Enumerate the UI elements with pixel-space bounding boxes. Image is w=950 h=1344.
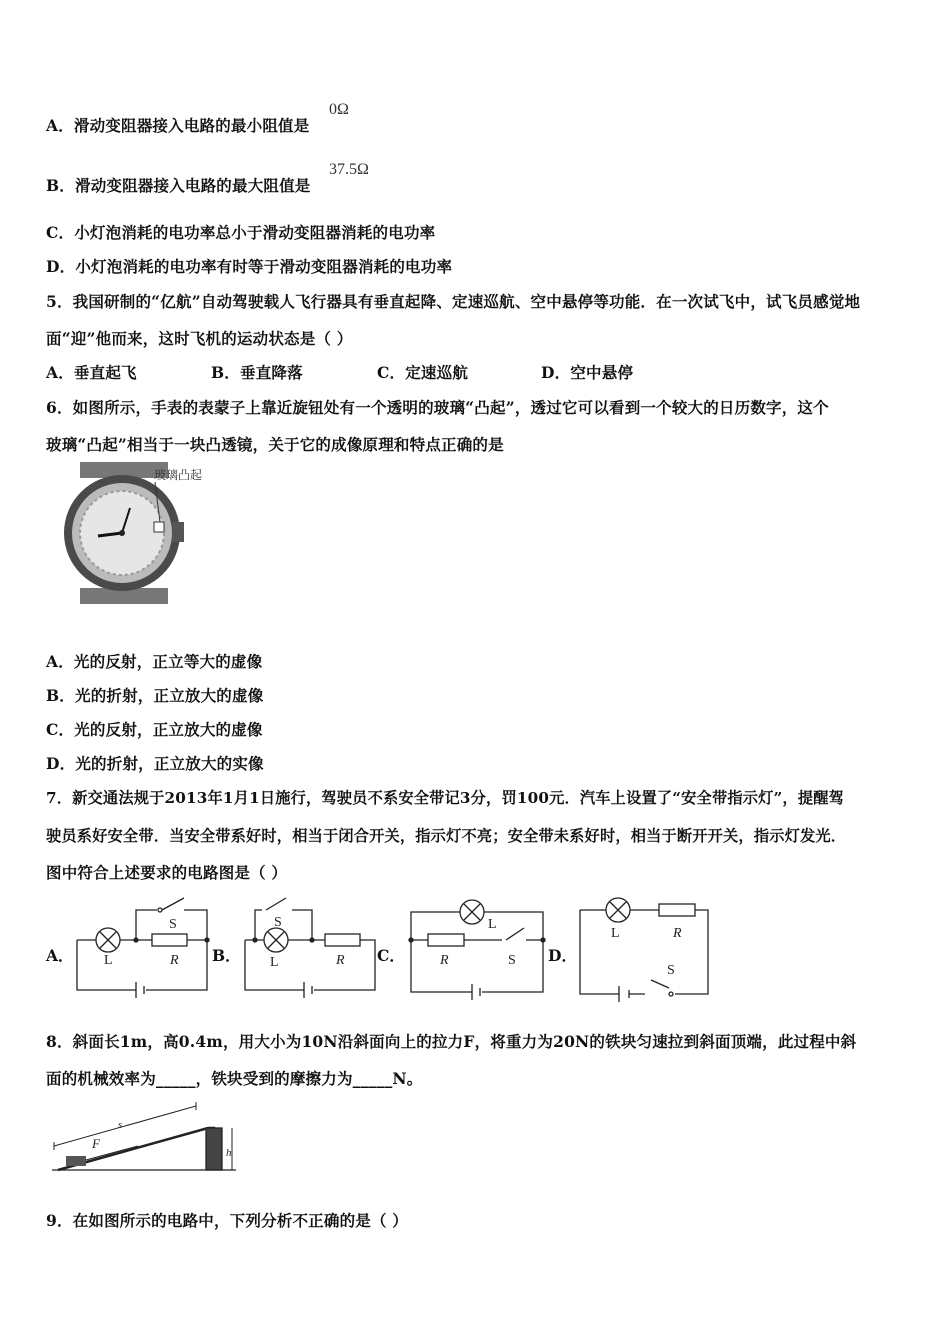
circuit-c-lamp-label: L xyxy=(488,917,497,932)
circuit-a-diagram xyxy=(72,892,212,1004)
q7-option-d-label: D． xyxy=(548,946,577,965)
incline-figure xyxy=(46,1098,238,1178)
q7-stem-line3: 图中符合上述要求的电路图是（ ） xyxy=(46,863,288,882)
circuit-a-switch-label: S xyxy=(169,917,177,932)
q4-option-a: A．滑动变阻器接入电路的最小阻值是 xyxy=(46,116,310,135)
circuit-c-switch-label: S xyxy=(508,953,516,968)
q7-option-b-label: B． xyxy=(212,946,241,965)
q5-stem-line1: 5．我国研制的“亿航”自动驾驶载人飞行器具有垂直起降、定速巡航、空中悬停等功能．在一次试飞中，试飞员感觉地 xyxy=(46,292,861,311)
circuit-c-resistor-label: R xyxy=(440,953,449,968)
q5-option-b: B．垂直降落 xyxy=(211,363,303,382)
q8-stem-line1: 8．斜面长1m，高0.4m，用大小为10N沿斜面向上的拉力F，将重力为20N的铁块匀速拉到斜面顶端，此过程中斜 xyxy=(46,1032,857,1051)
q7-stem-line2: 驶员系好安全带．当安全带系好时，相当于闭合开关，指示灯不亮；安全带未系好时，相当于断开开关，指示灯发光． xyxy=(46,827,847,845)
q6-option-b: B．光的折射，正立放大的虚像 xyxy=(46,686,264,705)
q5-stem-line2: 面“迎”他而来，这时飞机的运动状态是（ ） xyxy=(46,329,353,348)
incline-force-label: F xyxy=(92,1136,100,1151)
q4-option-c: C．小灯泡消耗的电功率总小于滑动变阻器消耗的电功率 xyxy=(46,223,436,242)
circuit-a-lamp-label: L xyxy=(104,953,113,968)
circuit-b-resistor-label: R xyxy=(336,953,345,968)
circuit-d-lamp-label: L xyxy=(611,926,620,941)
circuit-b-switch-label: S xyxy=(274,915,282,930)
q5-option-a: A．垂直起飞 xyxy=(46,363,137,382)
watch-figure xyxy=(60,462,220,604)
q9-stem-line1: 9．在如图所示的电路中，下列分析不正确的是（ ） xyxy=(46,1211,408,1230)
q5-option-c: C．定速巡航 xyxy=(377,363,469,382)
q4-option-b-value: 37.5Ω xyxy=(329,161,369,178)
q4-option-a-value: 0Ω xyxy=(329,101,349,118)
circuit-b-lamp-label: L xyxy=(270,955,279,970)
q6-stem-line1: 6．如图所示，手表的表蒙子上靠近旋钮处有一个透明的玻璃“凸起”，透过它可以看到一个较大的日历数字，这个 xyxy=(46,398,829,417)
q4-option-d: D．小灯泡消耗的电功率有时等于滑动变阻器消耗的电功率 xyxy=(46,257,453,276)
circuit-b-diagram xyxy=(240,892,380,1004)
q7-option-a-label: A． xyxy=(46,946,74,965)
q6-stem-line2: 玻璃“凸起”相当于一块凸透镜，关于它的成像原理和特点正确的是 xyxy=(46,435,504,454)
q8-stem-line2: 面的机械效率为_____，铁块受到的摩擦力为_____N。 xyxy=(46,1069,423,1088)
circuit-d-resistor-label: R xyxy=(673,926,682,941)
circuit-d-switch-label: S xyxy=(667,963,675,978)
q4-option-b: B．滑动变阻器接入电路的最大阻值是 xyxy=(46,176,311,195)
circuit-a-resistor-label: R xyxy=(170,953,179,968)
q6-option-d: D．光的折射，正立放大的实像 xyxy=(46,754,264,773)
q6-option-c: C．光的反射，正立放大的虚像 xyxy=(46,720,263,739)
circuit-d-diagram xyxy=(575,892,720,1004)
q7-stem-line1: 7．新交通法规于2013年1月1日施行，驾驶员不系安全带记3分，罚100元．汽车上设置了“安全带指示灯”，提醒驾 xyxy=(46,789,844,807)
watch-figure-label: 玻璃凸起 xyxy=(154,468,203,482)
q7-option-c-label: C． xyxy=(377,946,405,965)
incline-length-label: s xyxy=(118,1119,123,1131)
circuit-c-diagram xyxy=(406,892,551,1004)
q6-option-a: A．光的反射，正立等大的虚像 xyxy=(46,652,263,671)
incline-height-label: h xyxy=(226,1147,232,1159)
q5-option-d: D．空中悬停 xyxy=(541,363,634,382)
